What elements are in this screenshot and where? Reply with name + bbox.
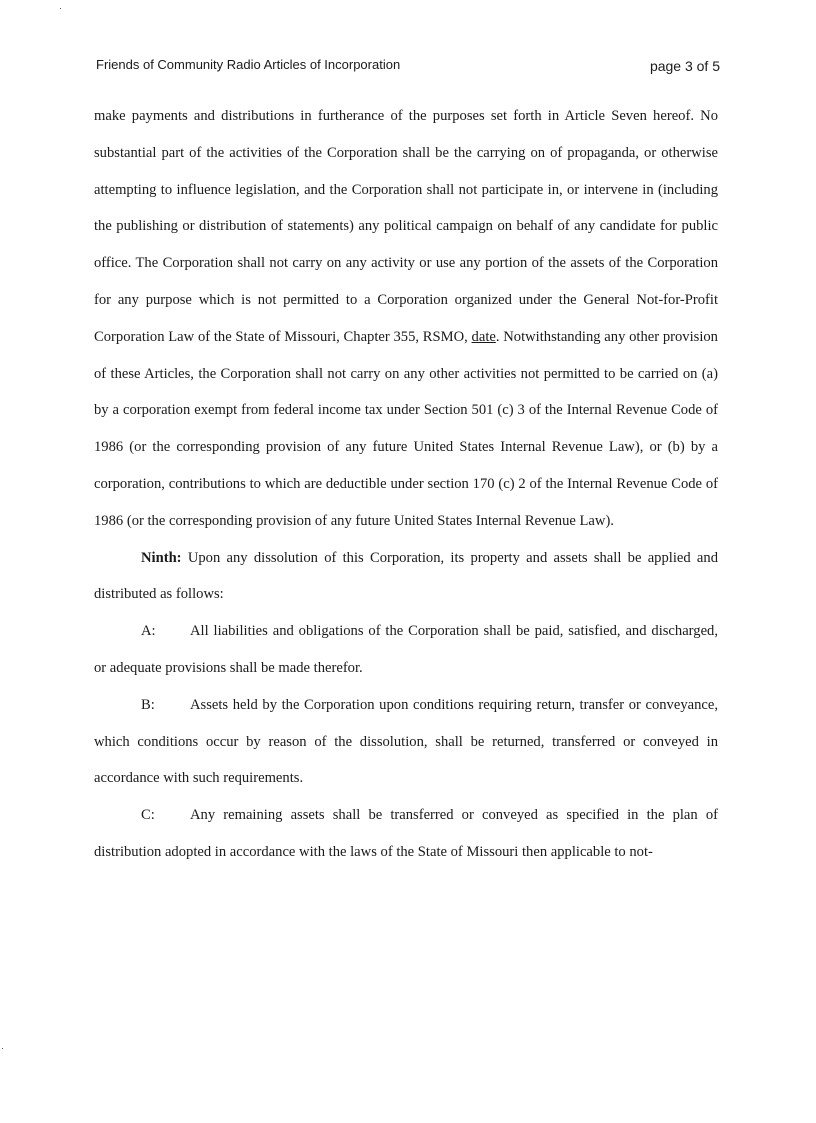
page-number: page 3 of 5 [649,58,720,74]
scan-artifact-bottom [2,1048,3,1049]
item-text-b: Assets held by the Corporation upon conditions requiring return, transfer or conveyance, which conditions occur by reason of the dissolution, shall be returned, transferred or conveyed in accordance with such requirements. [94,696,718,787]
underlined-date: date [471,328,496,345]
article-ninth-label: Ninth: [141,549,182,566]
paragraph-ninth [94,540,718,614]
list-item-b [94,687,718,797]
scan-artifact-top [60,8,61,9]
document-title: Friends of Community Radio Articles of Incorporation [96,57,401,72]
paragraph-text-part1: make payments and distributions in furtherance of the purposes set forth in Article Seven hereof. No substantial part of the activities of the Corporation shall be the carrying on of propaganda, or otherwise attempting to influence legislation, and the Corporation shall not participate in, or intervene in (including the publishing or distribution of statements) any political campaign on behalf of any candidate for public office. The Corporation shall not carry on any activity or use any portion of the assets of the Corporation for any purpose which is not permitted to a Corporation organized under the General Not-for-Profit Corporation Law of the State of Missouri, Chapter 355, RSMO, [94,108,718,345]
paragraph-purposes-restrictions [94,98,718,540]
paragraph-text-part2: . Notwithstanding any other provision of these Articles, the Corporation shall not carry on any other activities not permitted to be carried on (a) by a corporation exempt from federal income tax under Section 501 (c) 3 of the Internal Revenue Code of 1986 (or the corresponding provision of any future United States Internal Revenue Law), or (b) by a corporation, contributions to which are deductible under section 170 (c) 2 of the Internal Revenue Code of 1986 (or the corresponding provision of any future United States Internal Revenue Law). [94,328,718,529]
item-letter-a: A: [141,623,156,640]
item-text-a: All liabilities and obligations of the Corporation shall be paid, satisfied, and discharged, or adequate provisions shall be made therefor. [94,623,718,676]
item-text-c: Any remaining assets shall be transferred or conveyed as specified in the plan of distribution adopted in accordance with the laws of the State of Missouri then applicable to not- [94,807,718,860]
list-item-a [94,613,718,687]
document-body [94,98,718,871]
page-header [96,54,722,78]
item-letter-b: B: [141,696,155,713]
article-ninth-text: Upon any dissolution of this Corporation, its property and assets shall be applied and distributed as follows: [94,549,718,603]
list-item-c [94,797,718,871]
item-letter-c: C: [141,807,155,824]
